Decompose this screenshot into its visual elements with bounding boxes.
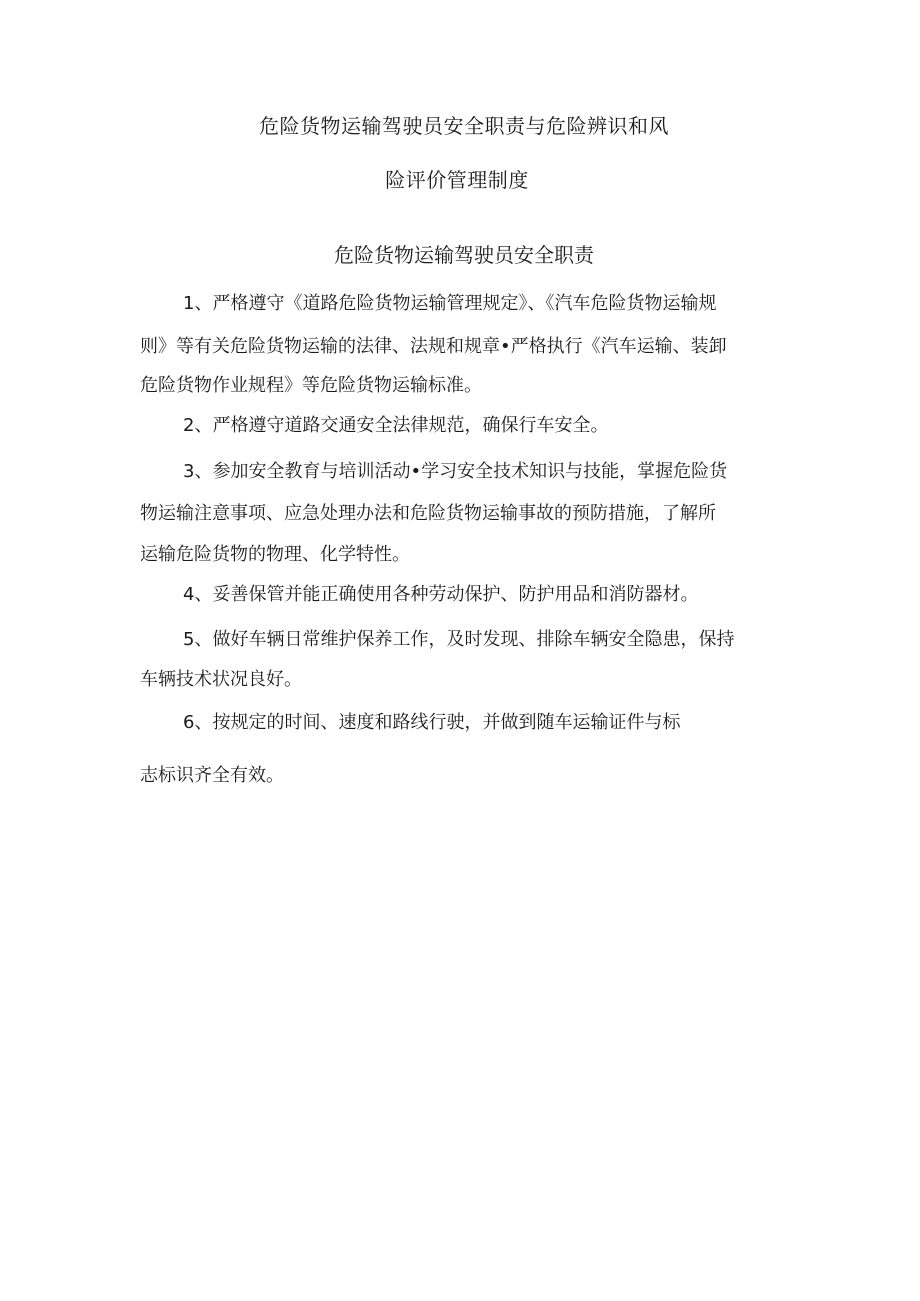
document-title-line-1: 危险货物运输驾驶员安全职责与危险辨识和风 <box>259 114 669 138</box>
paragraph-1-line-3: 危险货物作业规程》等危险货物运输标准。 <box>140 375 482 396</box>
paragraph-4-line-1: 4、妥善保管并能正确使用各种劳动保护、防护用品和消防器材。 <box>183 584 699 605</box>
paragraph-3-line-3: 运输危险货物的物理、化学特性。 <box>140 544 410 565</box>
paragraph-5-line-2: 车辆技术状况良好。 <box>140 669 302 690</box>
paragraph-3-line-2: 物运输注意事项、应急处理办法和危险货物运输事故的预防措施，了解所 <box>140 503 716 524</box>
paragraph-3-line-1: 3、参加安全教育与培训活动•学习安全技术知识与技能，掌握危险货 <box>183 461 728 482</box>
paragraph-1-line-2: 则》等有关危险货物运输的法律、法规和规章•严格执行《汽车运输、装卸 <box>140 336 727 357</box>
section-title: 危险货物运输驾驶员安全职责 <box>334 243 594 267</box>
paragraph-1-line-1: 1、严格遵守《道路危险货物运输管理规定》、《汽车危险货物运输规 <box>183 293 717 314</box>
document-title-line-2: 险评价管理制度 <box>385 168 529 192</box>
paragraph-6-line-2: 志标识齐全有效。 <box>140 765 284 786</box>
paragraph-6-line-1: 6、按规定的时间、速度和路线行驶，并做到随车运输证件与标 <box>183 712 681 733</box>
paragraph-5-line-1: 5、做好车辆日常维护保养工作，及时发现、排除车辆安全隐患，保持 <box>183 629 735 650</box>
paragraph-2-line-1: 2、严格遵守道路交通安全法律规范，确保行车安全。 <box>183 415 609 436</box>
